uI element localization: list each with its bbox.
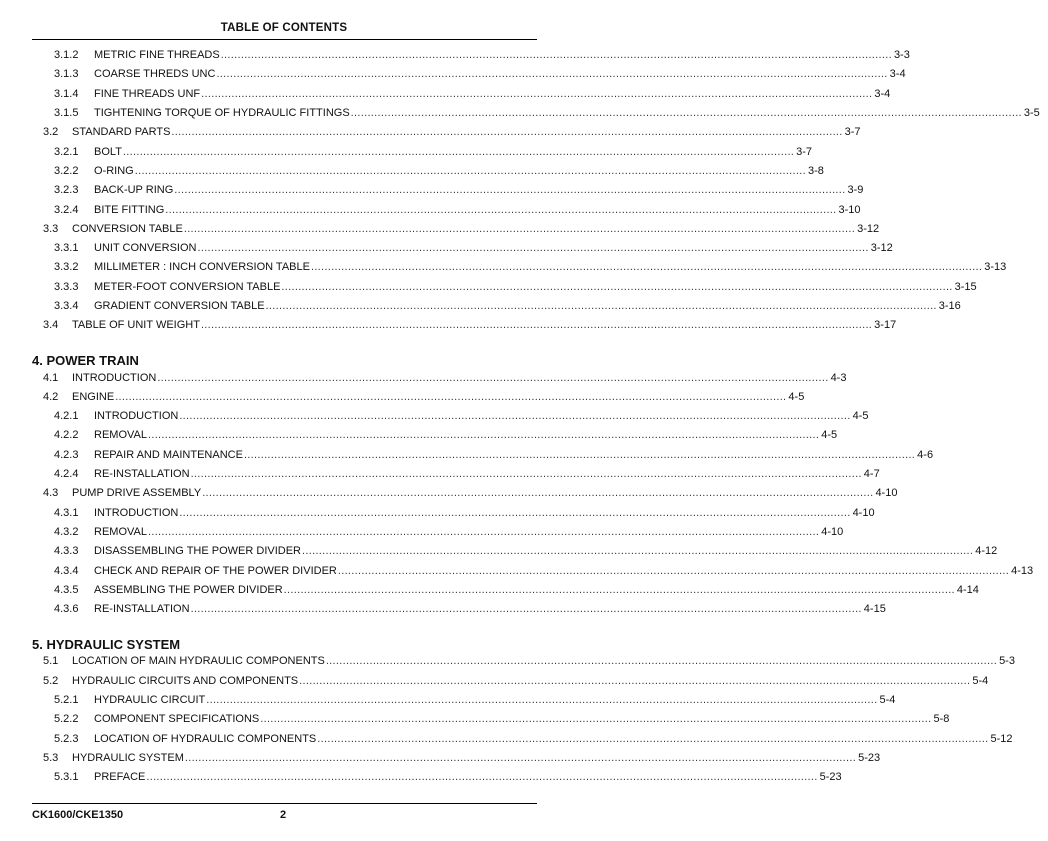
toc-entry-page: 4-10 xyxy=(821,525,844,538)
toc-entry-page: 3-12 xyxy=(870,242,893,255)
toc-entry-title: COARSE THREDS UNC xyxy=(94,68,216,81)
toc-entry-page: 3-13 xyxy=(984,261,1007,274)
dot-leader: ........................................................................................................................................................................................................ xyxy=(184,751,857,764)
toc-entry-page: 5-8 xyxy=(933,713,950,726)
dot-leader: ........................................................................................................................................................................................................ xyxy=(337,564,1010,577)
toc-entry-page: 3-10 xyxy=(838,203,861,216)
dot-leader: ........................................................................................................................................................................................................ xyxy=(220,49,892,62)
toc-entry-title: RE-INSTALLATION xyxy=(94,468,190,481)
toc-entry[interactable] xyxy=(0,316,897,335)
dot-leader: ........................................................................................................................................................................................................ xyxy=(197,242,869,255)
toc-entry-title: COMPONENT SPECIFICATIONS xyxy=(94,713,260,726)
toc-entry[interactable] xyxy=(0,123,861,142)
toc-entry[interactable] xyxy=(0,46,910,65)
toc-entry-number: 3.1.2 xyxy=(54,49,79,62)
toc-entry-number: 5.1 xyxy=(43,655,59,668)
toc-entry-title: HYDRAULIC CIRCUITS AND COMPONENTS xyxy=(72,674,299,687)
dot-leader: ........................................................................................................................................................................................................ xyxy=(146,771,818,784)
toc-entry-number: 3.2.1 xyxy=(54,145,79,158)
toc-entry-title: STANDARD PARTS xyxy=(72,126,171,139)
toc-entry[interactable] xyxy=(0,561,1034,580)
toc-entry[interactable] xyxy=(0,200,861,219)
toc-entry-page: 5-3 xyxy=(999,655,1015,668)
toc-entry-number: 4.2 xyxy=(43,390,59,403)
toc-entry[interactable] xyxy=(0,65,906,84)
toc-entry[interactable] xyxy=(0,652,1015,671)
toc-entry-number: 4.2.1 xyxy=(54,410,79,423)
toc-entry-number: 4.2.3 xyxy=(54,448,79,461)
toc-entry-page: 4-5 xyxy=(821,429,838,442)
dot-leader: ........................................................................................................................................................................................................ xyxy=(281,280,953,293)
dot-leader: ........................................................................................................................................................................................................ xyxy=(317,732,989,745)
footer-model: CK1600/CKE1350 xyxy=(32,809,124,821)
toc-entry[interactable] xyxy=(0,504,875,523)
toc-entry-title: LOCATION OF MAIN HYDRAULIC COMPONENTS xyxy=(72,655,325,668)
toc-entry-page: 4-3 xyxy=(830,371,847,384)
toc-entry-number: 5.2 xyxy=(43,674,59,687)
toc-entry-title: MILLIMETER : INCH CONVERSION TABLE xyxy=(94,261,310,274)
dot-leader: ........................................................................................................................................................................................................ xyxy=(260,713,932,726)
toc-entry-number: 3.2.4 xyxy=(54,203,79,216)
toc-entry-number: 3.2 xyxy=(43,126,59,139)
toc-entry[interactable] xyxy=(0,730,1013,749)
toc-entry[interactable] xyxy=(0,426,838,445)
toc-entry-number: 4.3.6 xyxy=(54,603,79,616)
toc-entry-title: CONVERSION TABLE xyxy=(72,222,183,235)
toc-entry-number: 3.3.1 xyxy=(54,242,79,255)
toc-entry-number: 5.3.1 xyxy=(54,771,79,784)
page-header-title: TABLE OF CONTENTS xyxy=(220,22,348,34)
dot-leader: ........................................................................................................................................................................................................ xyxy=(190,603,862,616)
dot-leader: ........................................................................................................................................................................................................ xyxy=(147,429,820,442)
toc-entry-number: 5.2.3 xyxy=(54,732,79,745)
toc-entry[interactable] xyxy=(0,220,880,239)
toc-entry-page: 4-12 xyxy=(975,545,998,558)
toc-entry[interactable] xyxy=(0,600,886,619)
toc-entry-title: REPAIR AND MAINTENANCE xyxy=(94,448,243,461)
toc-entry[interactable] xyxy=(0,368,847,387)
toc-entry-page: 4-5 xyxy=(788,390,805,403)
dot-leader: ........................................................................................................................................................................................................ xyxy=(134,164,806,177)
toc-entry-title: BOLT xyxy=(94,145,122,158)
toc-entry[interactable] xyxy=(0,388,805,407)
toc-entry-title: REMOVAL xyxy=(94,429,147,442)
toc-entry-page: 3-3 xyxy=(893,49,910,62)
toc-entry-number: 5.2.1 xyxy=(54,694,79,707)
dot-leader: ........................................................................................................................................................................................................ xyxy=(201,87,873,100)
toc-entry-title: TABLE OF UNIT WEIGHT xyxy=(72,319,200,332)
toc-entry[interactable] xyxy=(0,239,893,258)
toc-entry-page: 4-13 xyxy=(1011,564,1034,577)
dot-leader: ........................................................................................................................................................................................................ xyxy=(115,390,787,403)
dot-leader: ........................................................................................................................................................................................................ xyxy=(157,371,829,384)
footer-rule xyxy=(32,803,537,804)
toc-entry-number: 4.1 xyxy=(43,371,59,384)
toc-entry-number: 4.2.2 xyxy=(54,429,79,442)
toc-entry[interactable] xyxy=(0,85,891,104)
toc-entry-title: HYDRAULIC SYSTEM xyxy=(72,751,184,764)
toc-entry-title: METER-FOOT CONVERSION TABLE xyxy=(94,280,281,293)
toc-entry-page: 3-9 xyxy=(847,184,864,197)
dot-leader: ........................................................................................................................................................................................................ xyxy=(206,694,878,707)
toc-entry[interactable] xyxy=(0,104,1040,123)
toc-entry-number: 3.4 xyxy=(43,319,59,332)
toc-entry-page: 5-23 xyxy=(819,771,842,784)
toc-entry[interactable] xyxy=(0,691,896,710)
toc-entry-page: 4-7 xyxy=(863,468,880,481)
toc-entry-page: 4-15 xyxy=(863,603,886,616)
dot-leader: ........................................................................................................................................................................................................ xyxy=(243,448,916,461)
table-of-contents xyxy=(0,46,1040,787)
toc-entry-page: 5-4 xyxy=(879,694,896,707)
toc-entry-page: 3-15 xyxy=(954,280,977,293)
toc-entry[interactable] xyxy=(0,523,844,542)
toc-entry[interactable] xyxy=(0,258,1007,277)
dot-leader: ........................................................................................................................................................................................................ xyxy=(190,468,862,481)
toc-entry-title: LOCATION OF HYDRAULIC COMPONENTS xyxy=(94,732,317,745)
toc-entry-page: 4-10 xyxy=(852,506,875,519)
toc-entry-page: 3-8 xyxy=(807,164,824,177)
toc-entry-page: 3-5 xyxy=(1023,107,1040,120)
toc-entry-number: 4.3.5 xyxy=(54,583,79,596)
toc-entry-page: 4-14 xyxy=(956,583,979,596)
dot-leader: ........................................................................................................................................................................................................ xyxy=(283,583,955,596)
toc-entry-page: 3-12 xyxy=(857,222,880,235)
toc-entry-title: BACK-UP RING xyxy=(94,184,174,197)
toc-entry-page: 5-23 xyxy=(858,751,881,764)
toc-entry-title: ENGINE xyxy=(72,390,115,403)
toc-entry-page: 4-10 xyxy=(875,487,898,500)
toc-entry-title: TIGHTENING TORQUE OF HYDRAULIC FITTINGS xyxy=(94,107,350,120)
chapter-spacer xyxy=(0,335,591,348)
toc-entry-number: 3.3.3 xyxy=(54,280,79,293)
toc-entry-page: 4-6 xyxy=(917,448,934,461)
toc-entry-number: 4.3.1 xyxy=(54,506,79,519)
toc-entry-number: 5.3 xyxy=(43,751,59,764)
dot-leader: ........................................................................................................................................................................................................ xyxy=(310,261,983,274)
toc-entry-number: 4.3 xyxy=(43,487,59,500)
dot-leader: ........................................................................................................................................................................................................ xyxy=(174,184,846,197)
toc-entry-number: 3.1.3 xyxy=(54,68,79,81)
toc-entry[interactable] xyxy=(0,446,934,465)
dot-leader: ........................................................................................................................................................................................................ xyxy=(200,319,873,332)
toc-entry[interactable] xyxy=(0,768,842,787)
toc-entry-page: 3-7 xyxy=(796,145,813,158)
toc-entry[interactable] xyxy=(0,749,881,768)
toc-entry[interactable] xyxy=(0,542,998,561)
toc-entry-page: 3-4 xyxy=(874,87,891,100)
dot-leader: ........................................................................................................................................................................................................ xyxy=(183,222,856,235)
toc-entry[interactable] xyxy=(0,142,813,161)
toc-entry-number: 4.3.4 xyxy=(54,564,79,577)
chapter-heading: 5. HYDRAULIC SYSTEM xyxy=(32,637,181,653)
toc-entry-title: ASSEMBLING THE POWER DIVIDER xyxy=(94,583,283,596)
chapter-heading: 4. POWER TRAIN xyxy=(32,353,139,369)
header-rule xyxy=(32,39,537,40)
toc-entry-title: INTRODUCTION xyxy=(94,506,179,519)
dot-leader: ........................................................................................................................................................................................................ xyxy=(216,68,888,81)
toc-entry-page: 3-16 xyxy=(938,300,961,312)
dot-leader: ........................................................................................................................................................................................................ xyxy=(122,145,795,158)
toc-entry-number: 3.3 xyxy=(43,222,59,235)
dot-leader: ........................................................................................................................................................................................................ xyxy=(350,107,1022,120)
toc-entry[interactable] xyxy=(0,581,979,600)
toc-entry-title: REMOVAL xyxy=(94,525,147,538)
dot-leader: ........................................................................................................................................................................................................ xyxy=(179,506,851,519)
toc-entry-page: 5-4 xyxy=(972,674,989,687)
toc-entry-title: FINE THREADS UNF xyxy=(94,87,201,100)
toc-entry-title: PREFACE xyxy=(94,771,146,784)
toc-entry[interactable] xyxy=(0,465,880,484)
toc-entry-title: GRADIENT CONVERSION TABLE xyxy=(94,300,265,312)
toc-entry-title: INTRODUCTION xyxy=(94,410,179,423)
toc-entry-page: 3-17 xyxy=(874,319,897,332)
footer-page-number: 2 xyxy=(280,809,287,821)
toc-entry[interactable] xyxy=(0,181,864,200)
toc-entry[interactable] xyxy=(0,297,961,316)
toc-entry[interactable] xyxy=(0,672,989,691)
toc-entry-number: 3.2.3 xyxy=(54,184,79,197)
toc-entry-number: 4.2.4 xyxy=(54,468,79,481)
toc-entry-number: 4.3.2 xyxy=(54,525,79,538)
toc-entry[interactable] xyxy=(0,162,824,181)
toc-entry-page: 3-7 xyxy=(844,126,861,139)
toc-entry-title: RE-INSTALLATION xyxy=(94,603,190,616)
toc-entry-title: HYDRAULIC CIRCUIT xyxy=(94,694,206,707)
toc-entry-title: BITE FITTING xyxy=(94,203,165,216)
toc-entry-title: METRIC FINE THREADS xyxy=(94,49,220,62)
dot-leader: ........................................................................................................................................................................................................ xyxy=(299,674,971,687)
toc-entry-title: DISASSEMBLING THE POWER DIVIDER xyxy=(94,545,302,558)
dot-leader: ........................................................................................................................................................................................................ xyxy=(302,545,974,558)
toc-entry-title: PUMP DRIVE ASSEMBLY xyxy=(72,487,202,500)
toc-entry-page: 5-12 xyxy=(990,732,1013,745)
dot-leader: ........................................................................................................................................................................................................ xyxy=(171,126,843,139)
dot-leader: ........................................................................................................................................................................................................ xyxy=(165,203,837,216)
toc-entry-number: 3.1.5 xyxy=(54,107,79,120)
toc-entry-number: 3.2.2 xyxy=(54,164,79,177)
toc-entry-title: CHECK AND REPAIR OF THE POWER DIVIDER xyxy=(94,564,337,577)
dot-leader: ........................................................................................................................................................................................................ xyxy=(325,655,998,668)
dot-leader: ........................................................................................................................................................................................................ xyxy=(202,487,874,500)
toc-entry-number: 3.3.2 xyxy=(54,261,79,274)
toc-entry-number: 3.1.4 xyxy=(54,87,79,100)
toc-entry-page: 3-4 xyxy=(889,68,906,81)
toc-entry[interactable] xyxy=(0,407,869,426)
toc-entry-page: 4-5 xyxy=(852,410,869,423)
dot-leader: ........................................................................................................................................................................................................ xyxy=(147,525,820,538)
dot-leader: ........................................................................................................................................................................................................ xyxy=(265,300,937,312)
toc-entry-number: 4.3.3 xyxy=(54,545,79,558)
toc-entry-title: INTRODUCTION xyxy=(72,371,157,384)
toc-entry-number: 3.3.4 xyxy=(54,300,79,312)
toc-entry[interactable] xyxy=(0,278,977,297)
toc-entry-number: 5.2.2 xyxy=(54,713,79,726)
chapter-spacer xyxy=(0,619,591,632)
toc-entry-title: UNIT CONVERSION xyxy=(94,242,197,255)
toc-entry[interactable] xyxy=(0,710,950,729)
dot-leader: ........................................................................................................................................................................................................ xyxy=(179,410,851,423)
toc-entry-title: O-RING xyxy=(94,164,134,177)
toc-entry[interactable] xyxy=(0,484,898,503)
